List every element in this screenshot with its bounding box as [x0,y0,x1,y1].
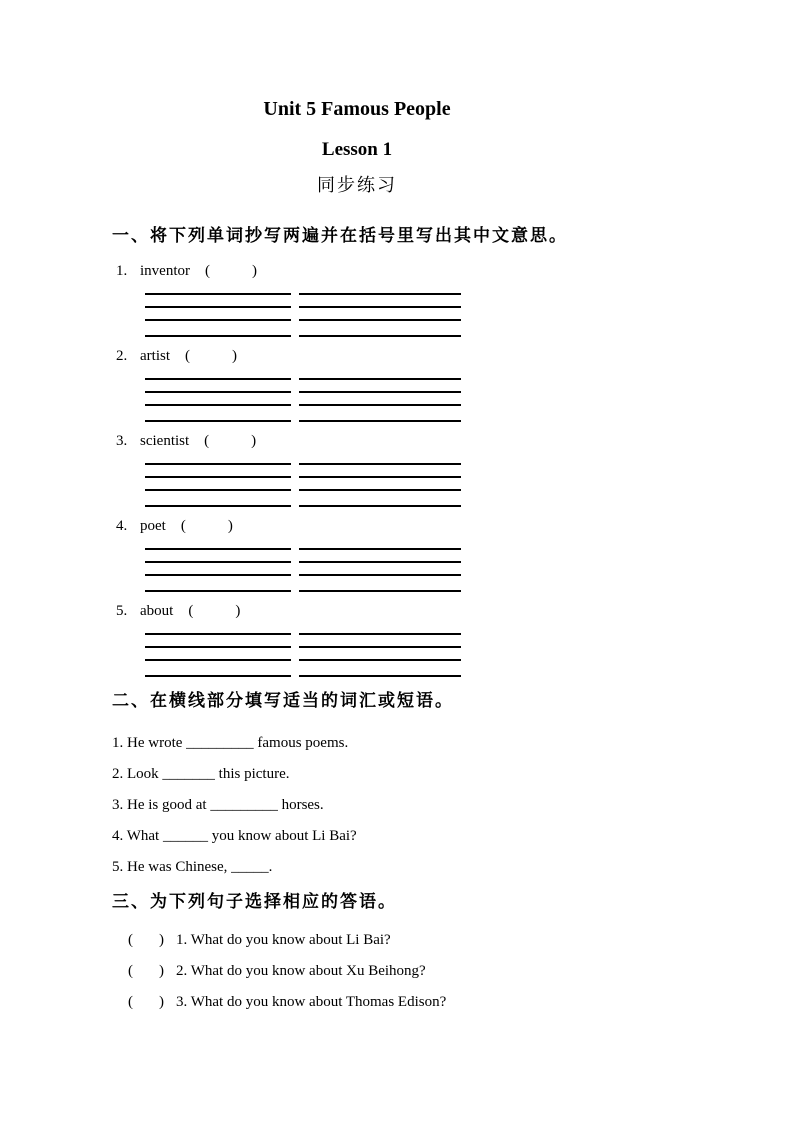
copy-line [299,465,461,478]
copy-line [145,282,291,295]
copy-line [299,537,461,550]
fill-blank-sentence: 5. He was Chinese, _____. [112,859,273,875]
word-item-header [116,516,602,537]
matching-question [128,930,602,950]
copy-line [299,393,461,406]
copy-line [299,308,461,321]
word-item-poet [112,516,602,592]
paren-open: ( [128,963,133,979]
copy-line [299,635,461,648]
word-item-artist [112,346,602,422]
answer-brackets [205,263,257,279]
paren-close: ) [235,603,241,619]
question-text: 3. What do you know about Thomas Edison? [176,994,447,1010]
copy-line [299,452,461,465]
paren-open: ( [204,433,210,449]
matching-question [128,992,602,1012]
paren-open: ( [185,348,190,364]
word-item-header [116,346,602,367]
document-content [112,96,602,1012]
copy-line [299,406,461,422]
paren-open: ( [188,603,194,619]
answer-brackets [181,518,233,534]
answer-brackets [188,603,240,619]
copy-line [299,380,461,393]
copy-line [145,622,291,635]
word-label: poet [140,518,166,534]
copy-line [299,491,461,507]
fill-blank-sentence: 2. Look _______ this picture. [112,766,290,782]
copy-line [145,491,291,507]
paren-close: ) [159,994,164,1010]
paren-open: ( [180,518,186,534]
exercise-subtitle: 同步练习 [317,175,397,195]
paren-close: ) [159,932,164,948]
section-two-heading: 二、在横线部分填写适当的词汇或短语。 [112,691,454,710]
copy-line [145,635,291,648]
copy-line [299,321,461,337]
copy-line [145,295,291,308]
answer-brackets [185,348,237,364]
fill-blank-sentence: 1. He wrote _________ famous poems. [112,735,349,751]
copy-line [145,550,291,563]
lesson-subtitle: Lesson 1 [321,139,393,160]
matching-question [128,961,602,981]
paren-close: ) [232,348,237,364]
word-label: inventor [140,263,190,279]
page-title: Unit 5 Famous People [263,98,451,120]
copy-lines [145,537,602,592]
word-number: 3. [116,433,128,449]
fill-blank-sentence: 3. He is good at _________ horses. [112,797,324,813]
copy-line [145,648,291,661]
word-item-header [116,431,602,452]
copy-line [145,406,291,422]
answer-brackets [204,433,256,449]
copy-line [145,661,291,677]
copy-line [299,550,461,563]
copy-line [145,380,291,393]
copy-line [299,367,461,380]
paren-open: ( [128,994,133,1010]
fill-blank-sentence: 4. What ______ you know about Li Bai? [112,828,357,844]
paren-close: ) [252,263,257,279]
word-number: 5. [116,603,128,619]
copy-line [299,295,461,308]
question-text: 2. What do you know about Xu Beihong? [176,963,426,979]
paren-close: ) [159,963,164,979]
word-label: scientist [140,433,190,449]
word-item-scientist [112,431,602,507]
copy-line [145,563,291,576]
copy-line [299,563,461,576]
word-label: about [140,603,174,619]
copy-line [299,648,461,661]
word-item-header [116,601,602,622]
word-label: artist [140,348,170,364]
word-item-header [116,261,602,282]
copy-line [299,478,461,491]
paren-close: ) [227,518,233,534]
copy-line [299,661,461,677]
copy-lines [145,452,602,507]
copy-line [299,622,461,635]
copy-line [299,576,461,592]
copy-line [145,452,291,465]
copy-line [145,321,291,337]
paren-close: ) [251,433,257,449]
copy-line [145,478,291,491]
copy-line [299,282,461,295]
section-one-heading: 一、将下列单词抄写两遍并在括号里写出其中文意思。 [112,226,568,245]
copy-line [145,308,291,321]
word-item-about [112,601,602,677]
word-number: 2. [116,348,128,364]
word-item-inventor [112,261,602,337]
copy-line [145,576,291,592]
copy-lines [145,367,602,422]
copy-lines [145,622,602,677]
copy-line [145,367,291,380]
word-number: 4. [116,518,128,534]
copy-lines [145,282,602,337]
copy-line [145,393,291,406]
paren-open: ( [128,932,133,948]
section-three-heading: 三、为下列句子选择相应的答语。 [112,892,397,911]
copy-line [145,465,291,478]
word-number: 1. [116,263,128,279]
paren-open: ( [205,263,210,279]
copy-line [145,537,291,550]
question-text: 1. What do you know about Li Bai? [176,932,391,948]
